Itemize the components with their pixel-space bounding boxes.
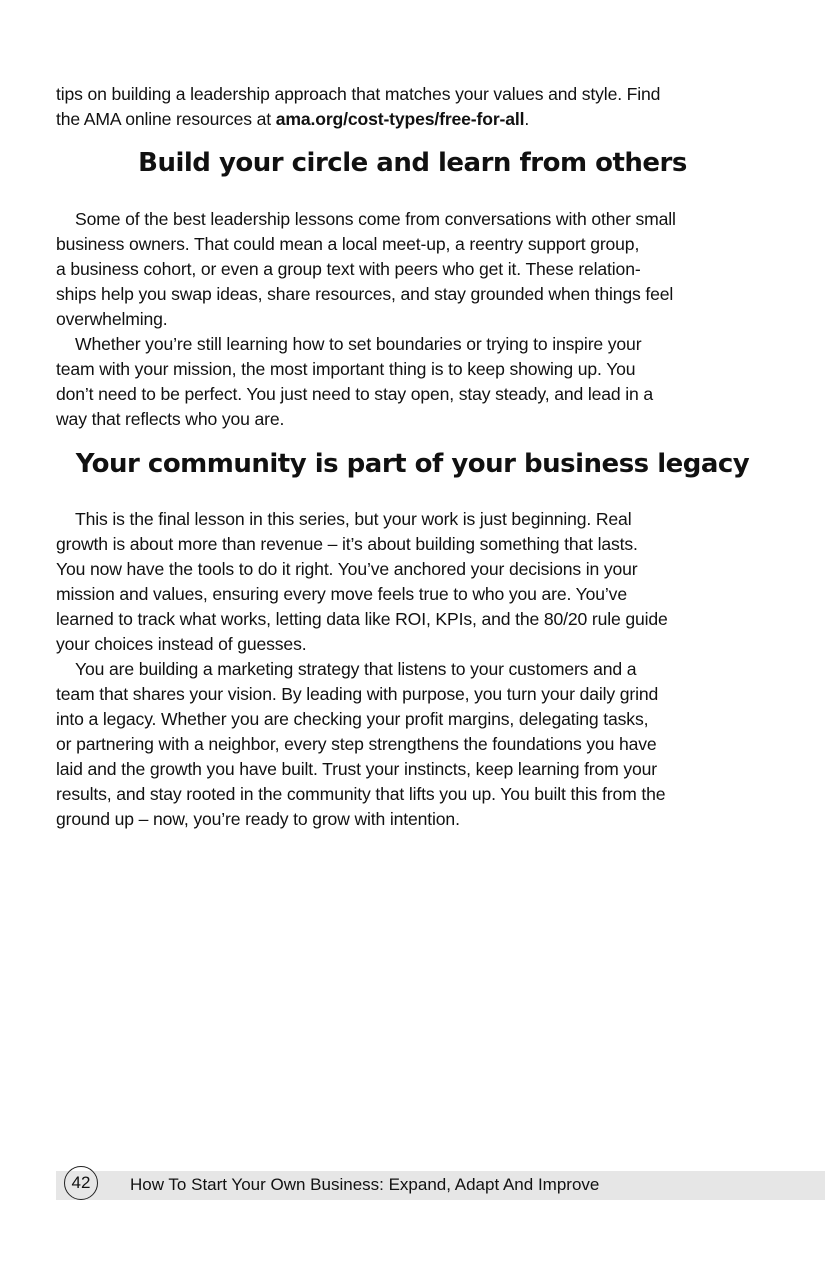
text-line <box>56 108 529 130</box>
text-line: learned to track what works, letting data like ROI, KPIs, and the 80/20 rule guide <box>56 609 668 629</box>
text-line: Some of the best leadership lessons come from conversations with other small <box>75 209 676 229</box>
text-line: way that reflects who you are. <box>56 409 285 429</box>
text-line: tips on building a leadership approach that matches your values and style. Find <box>56 84 661 104</box>
text-line: team that shares your vision. By leading with purpose, you turn your daily grind <box>56 684 659 704</box>
text-line: ground up – now, you’re ready to grow with intention. <box>56 809 460 829</box>
resource-link[interactable]: ama.org/cost-types/free-for-all <box>275 109 525 129</box>
text-span: the AMA online resources at <box>56 109 276 129</box>
text-line: a business cohort, or even a group text with peers who get it. These relation- <box>56 259 641 279</box>
text-line: ships help you swap ideas, share resources, and stay grounded when things feel <box>56 284 674 304</box>
page-number-badge: 42 <box>64 1166 98 1200</box>
text-line: or partnering with a neighbor, every step strengthens the foundations you have <box>56 734 657 754</box>
text-span: . <box>524 109 530 129</box>
footer-book-title: How To Start Your Own Business: Expand, Adapt And Improve <box>130 1175 600 1194</box>
text-line: overwhelming. <box>56 309 168 329</box>
section-heading: Your community is part of your business legacy <box>75 449 750 479</box>
text-line: team with your mission, the most important thing is to keep showing up. You <box>56 359 636 379</box>
text-line: results, and stay rooted in the community that lifts you up. You built this from the <box>56 784 666 804</box>
text-line: You are building a marketing strategy that listens to your customers and a <box>75 659 637 679</box>
text-line: This is the final lesson in this series, but your work is just beginning. Real <box>75 509 632 529</box>
text-line: Whether you’re still learning how to set boundaries or trying to inspire your <box>75 334 642 354</box>
text-line: growth is about more than revenue – it’s about building something that lasts. <box>56 534 638 554</box>
text-line: laid and the growth you have built. Trust your instincts, keep learning from your <box>56 759 658 779</box>
text-line: your choices instead of guesses. <box>56 634 307 654</box>
text-line: into a legacy. Whether you are checking your profit margins, delegating tasks, <box>56 709 649 729</box>
text-line: You now have the tools to do it right. You’ve anchored your decisions in your <box>56 559 638 579</box>
section-heading: Build your circle and learn from others <box>138 148 687 178</box>
text-line: don’t need to be perfect. You just need to stay open, stay steady, and lead in a <box>56 384 654 404</box>
text-line: business owners. That could mean a local meet-up, a reentry support group, <box>56 234 640 254</box>
text-line: mission and values, ensuring every move feels true to who you are. You’ve <box>56 584 627 604</box>
